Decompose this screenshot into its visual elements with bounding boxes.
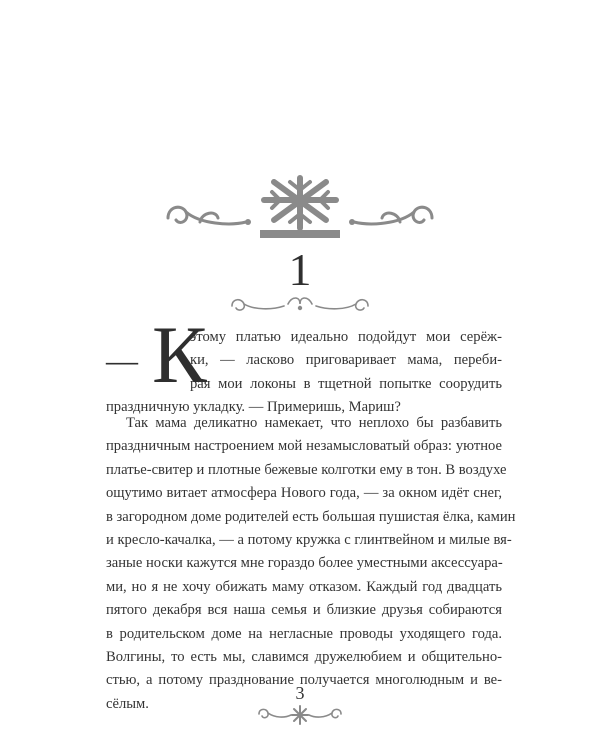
page-number: 3 bbox=[295, 683, 305, 703]
paragraph-line: Так мама деликатно намекает, что неплохо бы разбавить bbox=[126, 415, 502, 431]
paragraph-line: этому платью идеально подойдут мои серёж- bbox=[190, 329, 502, 345]
paragraph-line: ощутимо витает атмосфера Нового года, — за окном идёт снег, bbox=[106, 485, 502, 502]
snowflake-ornament-icon bbox=[160, 170, 440, 245]
paragraph-line: сёлым. bbox=[106, 695, 149, 712]
footer-ornament-icon bbox=[255, 702, 345, 728]
chapter-number: 1 bbox=[288, 244, 312, 295]
paragraph-line: ки, — ласково приговаривает мама, переби- bbox=[190, 352, 502, 369]
paragraph-line: и кресло-качалка, — а потому кружка с глинтвейном и милые вя- bbox=[106, 532, 512, 549]
paragraph-line: ми, но я не хочу обижать маму отказом. Каждый год двадцать bbox=[106, 578, 502, 595]
second-paragraph bbox=[106, 412, 516, 716]
paragraph-line: Волгины, то есть мы, славимся дружелюбием и общительно- bbox=[106, 649, 502, 666]
paragraph-line: рая мои локоны в тщетной попытке соорудить bbox=[190, 375, 502, 392]
paragraph-line: праздничную укладку. — Примеришь, Мариш? bbox=[106, 399, 401, 416]
drop-cap-letter: К bbox=[152, 309, 207, 400]
divider-ornament-icon bbox=[228, 292, 372, 316]
paragraph-line: пятого декабря вся наша семья и близкие друзья собираются bbox=[106, 602, 502, 619]
first-paragraph bbox=[106, 326, 502, 420]
paragraph-line: заные носки кажутся мне гораздо более уместными аксессуара- bbox=[106, 555, 503, 572]
paragraph-line: в родительском доме на негласные проводы уходящего года. bbox=[106, 625, 502, 642]
paragraph-line: в загородном доме родителей есть большая пушистая ёлка, камин bbox=[106, 508, 516, 525]
paragraph-line: стью, а потому празднование получается многолюдным и ве- bbox=[106, 672, 502, 689]
paragraph-line: праздничным настроением мой незамысловатый образ: уютное bbox=[106, 438, 502, 455]
paragraph-line: платье-свитер и плотные бежевые колготки ему в тон. В воздухе bbox=[106, 461, 507, 478]
dialogue-dash: — bbox=[106, 342, 138, 378]
